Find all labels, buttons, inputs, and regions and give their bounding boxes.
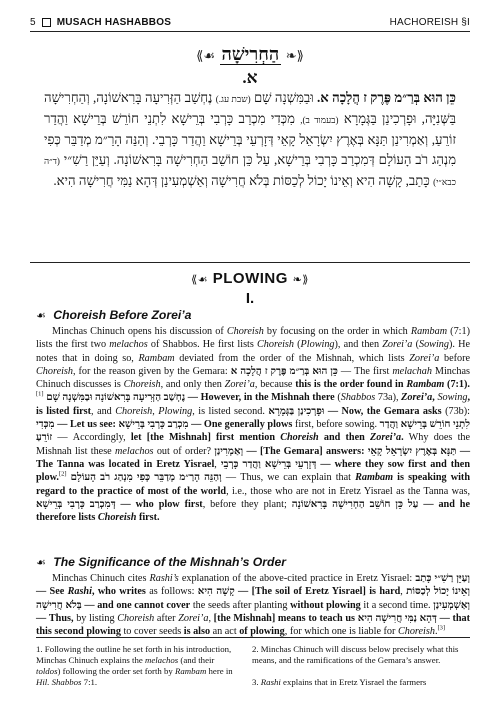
ornament-left-icon: ⟪☙ (196, 48, 216, 63)
footnote-ref: [3] (437, 624, 446, 632)
text-run: Choreish (115, 405, 153, 417)
text-run: Zorei’a (370, 432, 402, 444)
text-run: deviated from the order of the Mishnah, which lists (174, 352, 410, 364)
text-run: Minchas Chinuch discusses is (36, 365, 470, 391)
text-run: to cover seeds (120, 626, 184, 638)
text-run: by focusing on the order in which (263, 326, 411, 337)
text-run: ( (334, 392, 341, 404)
text-run: — where they sow first and then plow. (36, 458, 470, 484)
text-run: toldos (36, 666, 58, 676)
footnote-rule (36, 637, 470, 638)
text-run: (73b): (441, 405, 470, 417)
text-run: — who plow first (115, 498, 203, 510)
text-run: — The first (337, 365, 393, 377)
text-run: Minchas Chinuch cites (52, 573, 150, 584)
text-run: ) following the order set forth by (57, 666, 176, 676)
text-run: , is listed second. (192, 405, 269, 417)
square-bullet-icon (42, 18, 51, 27)
text-run: (7:1). (444, 379, 470, 391)
text-run: explains that in Eretz Yisrael the farmers (280, 677, 427, 687)
section-divider (30, 262, 470, 263)
footnote-1 (36, 644, 236, 688)
hebrew-line-2-rest: מִכְּדִי מִכְרַב כָּרְבִי בְּרֵישָׁא לִתְנֵי (144, 111, 301, 126)
text-run: , (400, 586, 407, 598)
text-run: Hil. Shabbos (36, 677, 82, 687)
paragraph-2 (36, 572, 470, 638)
english-title (0, 270, 500, 287)
text-run: — [The Gemara] answers: (243, 445, 368, 457)
text-run: Plowing (300, 339, 335, 351)
text-run: . (434, 626, 438, 638)
ornament-left-icon: ⟪☙ (191, 274, 209, 286)
text-run: Zorei’a (382, 339, 413, 351)
text-run: Rashi (260, 677, 281, 687)
text-run: it a second time. (360, 599, 434, 611)
text-run: Shabbos (340, 392, 376, 404)
text-run: Choreish (123, 379, 161, 391)
text-run: Sowing (437, 392, 468, 404)
text-run: Sowing (418, 339, 449, 351)
text-run: Zorei’a (409, 352, 440, 364)
text-run: , i.e., those who are not in Eretz Yisrael as the Tanna was, (226, 485, 471, 497)
text-run: Zorei’a (401, 392, 433, 404)
text-run: — that this second plowing (36, 612, 471, 638)
hebrew-quote: נֶחְשַׁב הַזְּרִיעָה בָּרִאשׁוֹנָה (94, 392, 186, 404)
hebrew-line-3-text: חוֹרֵשׁ בְּרֵישָׁא וַהֲדַר זוֹרֵעַ, וְאַמְרִינַן תַּנָּא בְּאֶרֶץ יִשְׂרָאֵל קָאֵי דְּזָרְעֵי (44, 111, 456, 147)
text-run: , because (254, 379, 296, 391)
header-rule (30, 31, 470, 32)
text-run: is also (183, 626, 211, 638)
hebrew-line-2-text: בָּרִאשׁוֹנָה, וְהַחְרִישָׁה בַּשְּׁנִיָּה, וּפָרְכִינַן בַּגְּמָרָא (44, 90, 456, 126)
text-run: Rambam (410, 326, 448, 337)
hebrew-line-4-text: בְּרֵישָׁא וַהֲדַר כָּרְבֵי. וְהַנֵּה הָרַ״מ מְדַבֵּר כְּפִי מִנְהַג רֹב הָעוֹלָם דְּמִכְרַב כָּרְבִי (44, 132, 457, 167)
text-run: Rambam (355, 472, 394, 484)
text-run: Rashi’s (149, 573, 179, 584)
text-run: Rambam (406, 379, 445, 391)
running-head-left (30, 17, 171, 28)
hebrew-quote: וְאַמְרִינַן (214, 445, 244, 457)
text-run: , for which one is liable for (284, 626, 398, 638)
text-run: Choreish (117, 612, 155, 624)
text-run: after (154, 612, 179, 624)
hebrew-quote: וְעַיֵּן רַשִׁ״י כָּתַב (415, 573, 470, 584)
hebrew-line-6-text: הִיא וְאֵינוֹ יָכוֹל לְכַסּוֹת בְּלֹא חֲרִישָׁה וְאַשְׁמְעִינַן דְּהָא נַמִּי חֲרִישָׁה הִיא. (53, 173, 376, 188)
text-run: first. (136, 512, 160, 524)
hebrew-line-1-cite: (שבת עג.) (215, 94, 251, 104)
footnote-2 (252, 644, 470, 666)
text-run: — and he therefore lists (36, 498, 470, 524)
text-run: Choreish (97, 512, 137, 524)
hebrew-quote: דְּזָרְעֵי בְּרֵישָׁא וַהֲדַר כָּרְבֵי (220, 458, 317, 470)
text-run: , before they plant; (202, 498, 292, 510)
text-run: by listing (76, 612, 118, 624)
hebrew-quote: עַל כֵּן חוֹשֵׁב הַחְרִישָׁה בָּרִאשׁוֹנָה (291, 498, 419, 510)
text-run: , who writes (91, 586, 146, 598)
text-run: first, before sowing. (292, 419, 380, 431)
text-run: — [The soil of Eretz Yisrael] is hard (234, 586, 401, 598)
text-run: here in (206, 666, 233, 676)
hebrew-quote: וְהַנֵּה הָרַ״מ מְדַבֵּר כְּפִי מִנְהַג רֹב הָעוֹלָם (70, 472, 222, 484)
hebrew-line-5-text: בְּרֵישָׁא, עַל כֵּן חוֹשֵׁב הַחְרִישָׁה בָּרִאשׁוֹנָה. וְעַיֵּן רַשִׁ״י (59, 152, 311, 167)
text-run: Why does the Mishnah list these (36, 432, 471, 457)
text-run: , (208, 612, 214, 624)
text-run: ), and then (334, 339, 383, 351)
text-run: (7:1) lists the first two (36, 326, 470, 351)
hebrew-quote: דְּמִכְרַב כָּרְבִי בְּרֵישָׁא (36, 498, 116, 510)
hebrew-quote: לִתְנֵי חוֹרֵשׁ בְּרֵישָׁא וַהֲדַר זוֹרֵעַ (36, 419, 470, 444)
hebrew-quote: וְאַשְׁמְעִינַן (433, 599, 470, 611)
ornament-right-icon: ❧⟫ (292, 274, 309, 286)
text-run: 3. (252, 677, 261, 687)
ornament-right-icon: ❧⟫ (285, 48, 304, 63)
text-run: — Let us see: (54, 419, 119, 431)
hebrew-quote: קָשָׁה הִיא (197, 586, 235, 598)
hebrew-line-5-cite: (ד״ה כבא״י) (44, 156, 456, 187)
text-run: — However, in the Mishnah there (185, 392, 335, 404)
text-run: of Shabbos. He first lists (147, 339, 257, 351)
running-head (30, 10, 470, 28)
text-run: Rashi (67, 586, 92, 598)
text-run: . (401, 432, 404, 444)
text-run: — and one cannot cover (81, 599, 191, 611)
text-run: of plowing (239, 626, 285, 638)
text-run: , and only then (160, 379, 225, 391)
subheading-2 (36, 555, 470, 569)
fleuron-icon: ☙ (36, 310, 46, 322)
text-run: — Thus, we can explain that (221, 472, 356, 484)
hebrew-quote: דְּהָא נַמִּי חֲרִישָׁה הִיא (357, 612, 437, 624)
text-run: out of order? (153, 445, 215, 457)
hebrew-line-1-text: וּבַמִּשְׁנָה שָׁם (250, 90, 317, 105)
text-run: ( (293, 339, 301, 351)
text-run: , for the reason given by the Gemara: (72, 365, 231, 377)
text-run: , is listed first (36, 392, 470, 417)
text-run: , (152, 405, 159, 417)
text-run: Zorei’a (178, 612, 209, 624)
text-run: as follows: (145, 586, 198, 598)
text-run: melachos (109, 339, 148, 351)
text-run: before (439, 352, 470, 364)
text-run: Plowing (158, 405, 193, 417)
hebrew-quote: וְאֵינוֹ יָכוֹל לְכַסּוֹת בְּלֹא חֲרִישָׁה (36, 586, 470, 611)
page-number: 5 (30, 17, 36, 28)
book-title: MUSACH HASHABBOS (56, 17, 172, 28)
text-run: an act (210, 626, 240, 638)
text-run: , and (91, 405, 116, 417)
text-run: without plowing (290, 599, 361, 611)
text-run: the seeds after planting (190, 599, 291, 611)
hebrew-quote: כֵּן הוּא בְּרַ״מ פֶּרֶק ז הֲלָכָה א (230, 365, 338, 377)
text-run: 7:1. (81, 677, 98, 687)
footnote-ref: [1] (36, 391, 44, 399)
text-run: is speaking with regard to the practice of most of the world (36, 472, 470, 497)
text-run: — Thus, (36, 612, 77, 624)
paragraph-1 (36, 325, 470, 524)
english-section-number: I. (245, 290, 255, 307)
hebrew-quote: וּבַמִּשְׁנָה שָׁם (46, 392, 93, 404)
text-run: Choreish (397, 626, 435, 638)
text-run: — See (36, 586, 68, 598)
text-run: Zorei’a (224, 379, 255, 391)
text-run: , (432, 392, 438, 404)
hebrew-quote: מִכְּדִי (36, 419, 55, 431)
text-run: ( (412, 339, 419, 351)
section-label: HACHOREISH §I (389, 17, 470, 28)
text-run: [the Mishnah] means to teach us (213, 612, 355, 624)
hebrew-section-letter: א. (242, 68, 258, 87)
text-run: explanation of the above-cited practice in Eretz Yisrael: (178, 573, 416, 584)
text-run: Minchas Chinuch opens his discussion of (52, 326, 227, 337)
subheading-1-text: Choreish Before Zorei’a (53, 308, 192, 322)
text-run: 1. Following the outline he set forth in his introduction, Minchas Chinuch explains the (36, 644, 232, 665)
subheading-2-text: The Significance of the Mishnah’s Order (53, 555, 287, 569)
text-run: 73a), (375, 392, 402, 404)
hebrew-quote: מִכְרַב כָּרְבִי בְּרֵישָׁא (118, 419, 189, 431)
text-run: (and their (178, 655, 215, 665)
hebrew-line-2-cite: (בעמוד ב), (300, 115, 339, 125)
text-run: Rambam (175, 666, 207, 676)
text-run: Choreish (257, 339, 294, 351)
text-run: melachos (144, 655, 179, 665)
text-run: Choreish (226, 326, 264, 337)
hebrew-text-block (44, 88, 456, 192)
hebrew-line-1-rest: נֶחְשַׁב הַזְּרִיעָה (145, 90, 216, 105)
text-run: — The Tanna was located in Eretz Yisrael (36, 445, 471, 470)
hebrew-line-1-open: כֵּן הוּא בְּרַ״מ פֶּרֶק ז הֲלָכָה א. (317, 90, 456, 105)
footnote-3 (252, 677, 470, 688)
text-run: let [the Mishnah] first mention (130, 432, 281, 444)
fleuron-icon: ☙ (36, 557, 46, 569)
text-run: , (214, 458, 221, 470)
english-title-text: PLOWING (212, 270, 288, 287)
text-run: — One generally plows (188, 419, 293, 431)
text-run: melachos (115, 445, 154, 457)
text-run: ). He notes that in doing so, (36, 339, 470, 364)
text-run: Rambam (138, 352, 175, 364)
text-run: — Accordingly, (52, 432, 131, 444)
text-run: this is the order found in (295, 379, 407, 391)
hebrew-title (0, 44, 500, 65)
hebrew-quote: תַּנָּא בְּאֶרֶץ יִשְׂרָאֵל קָאֵי (367, 445, 457, 457)
hebrew-quote: וּפָרְכִינַן בַּגְּמָרָא (268, 405, 325, 417)
footnote-ref: [2] (58, 470, 67, 478)
text-run: melachah (392, 365, 432, 377)
text-run: and then (318, 432, 370, 444)
text-run: Choreish (36, 365, 73, 377)
hebrew-line-5-rest: כָּתַב, קָשָׁה (378, 173, 434, 188)
text-run: 2. Minchas Chinuch will discuss below precisely what this means, and the ramifications of the Gemara’s answer. (252, 644, 459, 665)
text-run: — Now, the Gemara asks (324, 405, 442, 417)
hebrew-title-text: הַחְרִישָׁה (221, 44, 280, 64)
subheading-1 (36, 308, 470, 322)
text-run: Choreish (280, 432, 319, 444)
